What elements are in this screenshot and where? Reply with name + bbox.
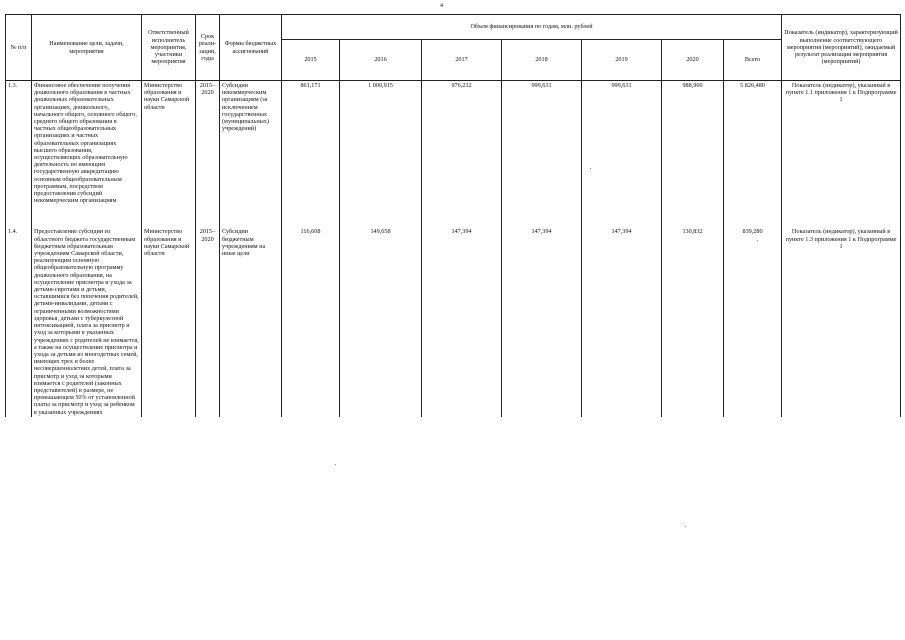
row-value-2016: 149,658 — [340, 227, 422, 416]
row-indicator: Показатель (индикатор), указанный в пункте 1.3 приложения 1 к Подпрограмме 1 — [782, 227, 901, 416]
row-name: Предоставление субсидии из областного бюджета государственным бюджетным образовательным учреждениям Самарской области, реализующим основную общеобразовательную программу дошкольного образования, на осуществление присмотра и ухода за детьми-сиротами и детьми, оставшимися без попечения родителей, детьми-инвалидами, детьми с ограниченными возможностями здоровья, детьми с туберкулезной интоксикацией, плата за присмотр и уход за которыми в указанных учреждениях с родителей не взимается, а также на осуществление присмотра и ухода за детьми из многодетных семей, имеющих трех и более несовершеннолетних детей, плата за присмотр и уход за которыми взимается с родителей (законных представителей) в размере, не превышающем 50% от установленной платы за присмотр и уход за ребенком в указанных учреждениях — [32, 227, 142, 416]
funding-table — [5, 14, 901, 417]
row-value-2018: 147,394 — [502, 227, 582, 416]
row-value-2018: 999,631 — [502, 81, 582, 206]
row-value-2019: 999,631 — [582, 81, 662, 206]
page-number: 4 — [440, 3, 443, 9]
row-term: 2015–2020 — [196, 81, 220, 206]
row-value-2017: 147,394 — [422, 227, 502, 416]
row-value-2020: 130,832 — [662, 227, 724, 416]
header-name: Наименование цели, задачи, мероприятия — [32, 15, 142, 81]
row-number: 1.4. — [6, 227, 32, 416]
row-number: 1.3. — [6, 81, 32, 206]
table-row — [6, 81, 901, 206]
row-value-2019: 147,394 — [582, 227, 662, 416]
row-value-2015: 116,608 — [282, 227, 340, 416]
scan-speck — [335, 464, 336, 465]
row-value-2016: 1 000,915 — [340, 81, 422, 206]
row-term: 2015–2020 — [196, 227, 220, 416]
header-total: Всего — [724, 40, 782, 81]
row-total: 839,280 — [724, 227, 782, 416]
header-num: № п/п — [6, 15, 32, 81]
header-year: 2018 — [502, 40, 582, 81]
header-year: 2016 — [340, 40, 422, 81]
scan-speck — [590, 168, 591, 169]
row-form: Субсидии бюджетным учреждениям на иные цели — [220, 227, 282, 416]
header-year: 2015 — [282, 40, 340, 81]
header-year: 2017 — [422, 40, 502, 81]
row-spacer — [6, 205, 901, 227]
row-executor: Министерство образования и науки Самарской области — [142, 227, 196, 416]
header-term: Срок реали-зации, годы — [196, 15, 220, 81]
table-row — [6, 227, 901, 416]
header-funding: Объем финансирования по годам, млн. рублей — [282, 15, 782, 40]
row-value-2017: 976,232 — [422, 81, 502, 206]
header-executor: Ответственный исполнитель мероприятия, участники мероприятия — [142, 15, 196, 81]
header-form: Формы бюджетных ассигнований — [220, 15, 282, 81]
row-value-2015: 861,171 — [282, 81, 340, 206]
row-name: Финансовое обеспечение получения дошкольного образования в частных дошкольных образовательных организациях, дошкольного, начального общего, основного общего, среднего общего образования в частных общеобразовательных организациях и частных образовательных организациях высшего образования, осуществляющих образовательную деятельность по имеющим государственную аккредитацию основным общеобразовательным программам, посредством предоставления субсидий некоммерческим организациям — [32, 81, 142, 206]
row-form: Субсидии некоммерческим организациям (за исключением государственных (муниципальных) учреждений) — [220, 81, 282, 206]
scan-speck — [757, 240, 758, 241]
row-executor: Министерство образования и науки Самарской области — [142, 81, 196, 206]
row-value-2020: 988,900 — [662, 81, 724, 206]
header-year: 2020 — [662, 40, 724, 81]
header-year: 2019 — [582, 40, 662, 81]
row-total: 5 826,480 — [724, 81, 782, 206]
row-indicator: Показатель (индикатор), указанный в пункте 1.1 приложения 1 к Подпрограмме 1 — [782, 81, 901, 206]
header-indicator: Показатель (индикатор), характеризующий выполнение соответствующего мероприятия (мероприятий), ожидаемый результат реализации мероприятия (мероприятий) — [782, 15, 901, 81]
scan-speck — [685, 526, 686, 527]
